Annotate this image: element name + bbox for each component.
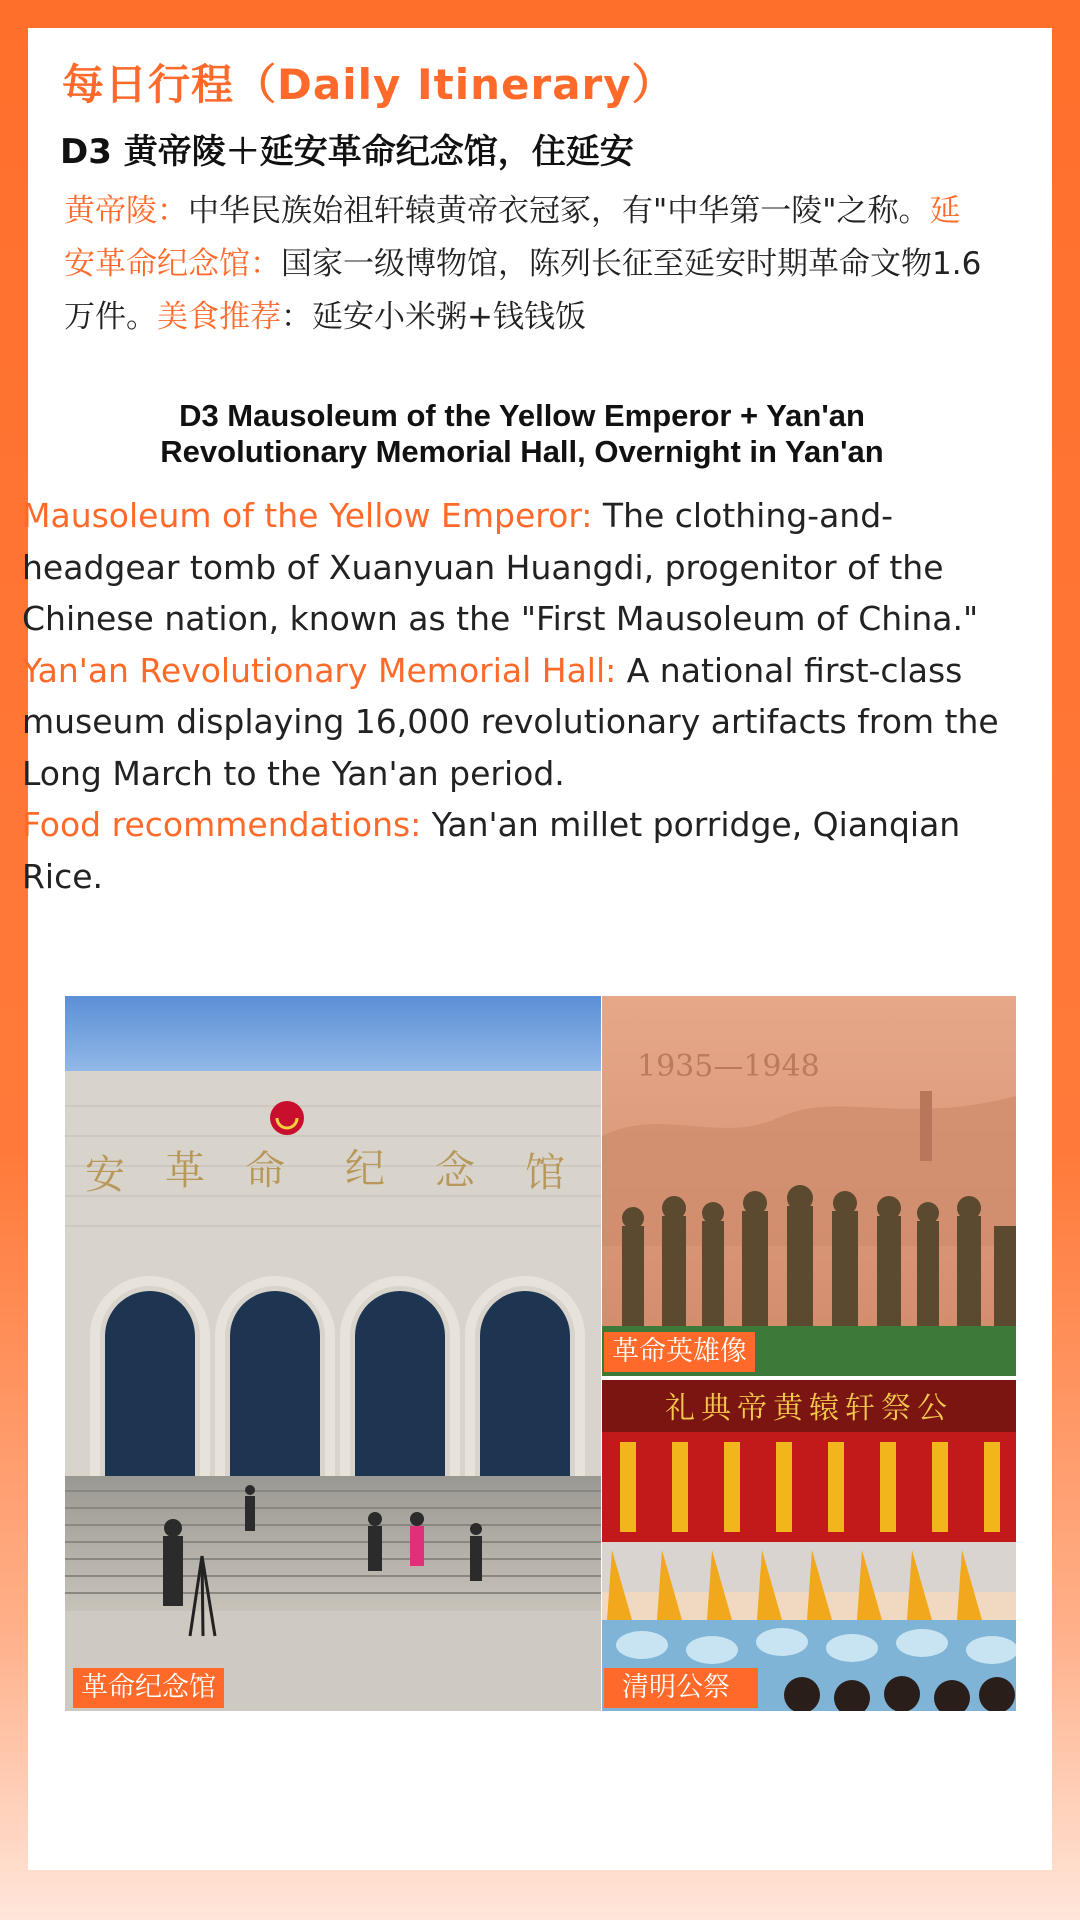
qingming-ceremony-illustration	[602, 1380, 1016, 1711]
relief-inscription: 1935—1948	[637, 1049, 820, 1084]
label-mausoleum-cn: 黄帝陵：	[64, 193, 188, 229]
day-heading-en-line-1: D3 Mausoleum of the Yellow Emperor + Yan'an	[179, 398, 865, 433]
caption-memorial-hall: 革命纪念馆	[73, 1668, 224, 1708]
svg-text:念: 念	[435, 1148, 475, 1194]
label-food-cn: 美食推荐	[157, 299, 281, 335]
label-memorial-hall-en: Yan'an Revolutionary Memorial Hall:	[22, 650, 617, 690]
memorial-hall-illustration	[65, 996, 601, 1711]
description-en	[22, 490, 1022, 902]
text-memorial-hall-en: A national first-class museum displaying 16,000 revolutionary artifacts from the Long March to the Yan'an period.	[22, 650, 999, 793]
ceremony-banner-text: 礼典帝黄辕轩祭公	[665, 1391, 953, 1426]
caption-qingming-ceremony: 清明公祭	[604, 1668, 758, 1708]
text-food-en: Yan'an millet porridge, Qianqian Rice.	[22, 805, 961, 896]
text-food-cn: ：延安小米粥+钱钱饭	[281, 299, 586, 335]
description-cn	[64, 185, 984, 344]
svg-text:革: 革	[165, 1148, 205, 1194]
day-heading-cn: D3 黄帝陵＋延安革命纪念馆，住延安	[60, 132, 634, 172]
svg-text:命: 命	[245, 1148, 285, 1194]
label-mausoleum-en: Mausoleum of the Yellow Emperor:	[22, 496, 593, 535]
label-memorial-hall-cn: 延安革命纪念馆：	[64, 193, 961, 282]
caption-hero-statues: 革命英雄像	[604, 1332, 755, 1372]
qingming-ceremony-photo	[602, 1380, 1016, 1711]
text-mausoleum-cn: 中华民族始祖轩辕黄帝衣冠冢，有"中华第一陵"之称。	[188, 193, 930, 229]
day-heading-en-line-2: Revolutionary Memorial Hall, Overnight in Yan'an	[160, 434, 884, 469]
text-mausoleum-en: The clothing-and-headgear tomb of Xuanyuan Huangdi, progenitor of the Chinese nation, known as the "First Mausoleum of China."	[22, 496, 979, 638]
hero-statues-photo	[602, 996, 1016, 1376]
text-memorial-hall-cn: 国家一级博物馆，陈列长征至延安时期革命文物1.6万件。	[64, 246, 982, 335]
svg-text:安: 安	[85, 1152, 125, 1198]
hero-statues-illustration	[602, 996, 1016, 1376]
page-title: 每日行程（Daily Itinerary）	[62, 60, 675, 109]
day-heading-en	[62, 398, 982, 470]
svg-text:馆: 馆	[525, 1150, 565, 1196]
memorial-hall-photo	[65, 996, 601, 1711]
svg-text:纪: 纪	[345, 1146, 385, 1192]
label-food-en: Food recommendations:	[22, 805, 422, 844]
